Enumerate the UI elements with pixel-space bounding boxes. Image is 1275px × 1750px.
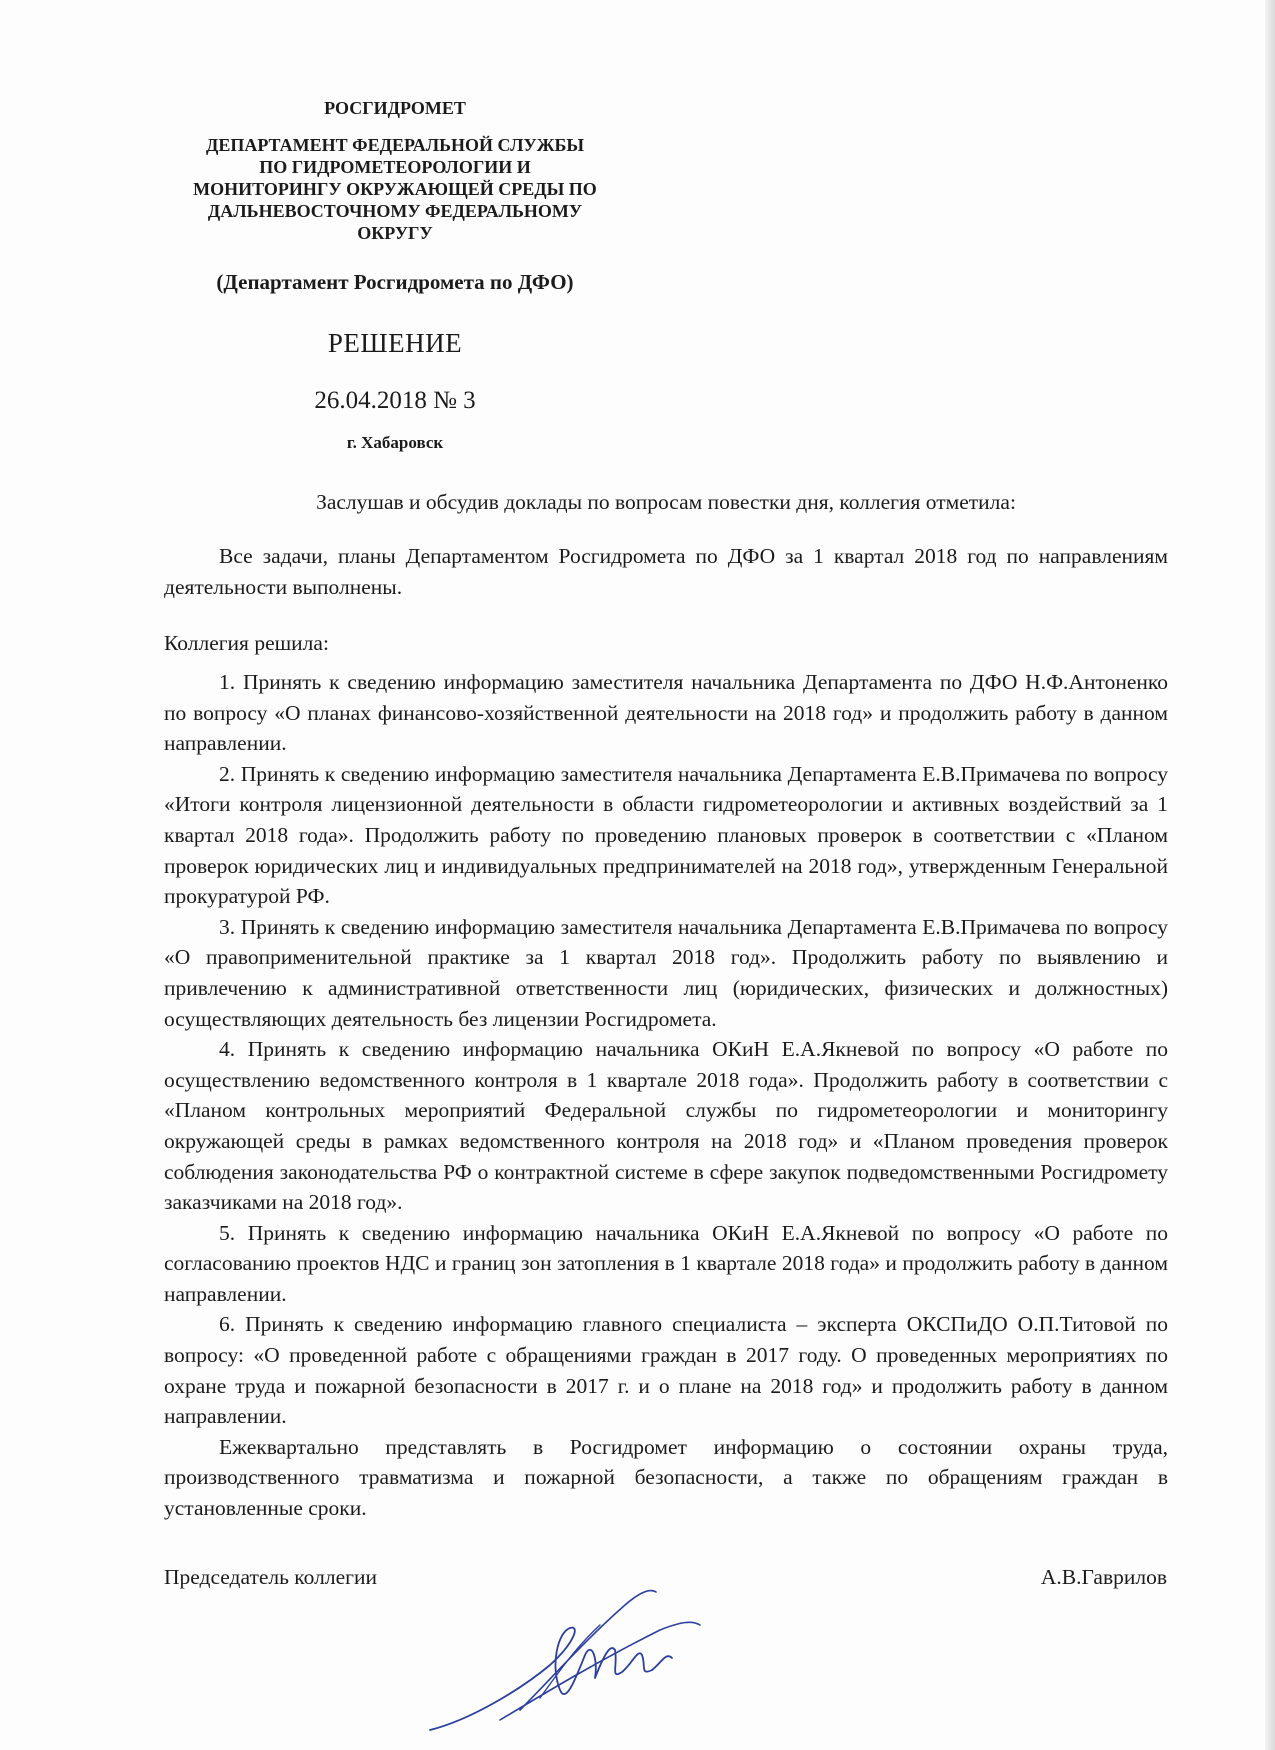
decision-item: 3. Принять к сведению информацию заместителя начальника Департамента Е.В.Примачева по вопросу «О правоприменительной практике за 1 квартал 2018 год». Продолжить работу по выявлению и привлечению к административной ответственности лиц (юридических, физических и должностных) осуществляющих деятельность без лицензии Росгидромета. [164,914,1168,1031]
department-line: ДАЛЬНЕВОСТОЧНОМУ ФЕДЕРАЛЬНОМУ [207,201,583,221]
decision-heading: Коллегия решила: [164,631,329,655]
intro-paragraph: Заслушав и обсудив доклады по вопросам повестки дня, коллегия отметила: [316,490,1016,514]
decision-item: 1. Принять к сведению информацию заместителя начальника Департамента по ДФО Н.Ф.Антоненко по вопросу «О планах финансово-хозяйственной деятельности на 2018 год» и продолжить работу в данном направлении. [164,670,1168,756]
document-title: РЕШЕНИЕ [327,328,463,358]
document-city: г. Хабаровск [346,433,444,452]
decision-item: 6. Принять к сведению информацию главного специалиста – эксперта ОКСПиДО О.П.Титовой по вопросу: «О проведенной работе с обращениями граждан в 2017 году. О проведенных мероприятиях по охране труда и пожарной безопасности в 2017 г. и о плане на 2018 год» и продолжить работу в данном направлении. [164,1312,1168,1429]
decision-item: 5. Принять к сведению информацию начальника ОКиН Е.А.Якневой по вопросу «О работе по согласованию проектов НДС и границ зон затопления в 1 квартале 2018 года» и продолжить работу в данном направлении. [164,1220,1168,1306]
department-line: ОКРУГУ [357,223,433,243]
handwritten-signature [410,1570,760,1740]
decision-items [164,667,1168,1524]
signatory-role: Председатель коллегии [164,1565,377,1589]
signatory-name: А.В.Гаврилов [1040,1565,1167,1589]
decision-item: 4. Принять к сведению информацию начальника ОКиН Е.А.Якневой по вопросу «О работе по осуществлению ведомственного контроля в 1 квартале 2018 года». Продолжить работу в соответствии с «Планом контрольных мероприятий Федеральной службы по гидрометеорологии и мониторингу окружающей среды в рамках ведомственного контроля на 2018 год» и «Планом проведения проверок соблюдения законодательства РФ о контрактной системе в сфере закупок подведомственными Росгидромету заказчиками на 2018 год». [164,1037,1168,1215]
summary-paragraph: Все задачи, планы Департаментом Росгидромета по ДФО за 1 квартал 2018 год по направлениям деятельности выполнены. [164,544,1168,599]
closing-paragraph: Ежеквартально представлять в Росгидромет информацию о состоянии охраны труда, производственного травматизма и пожарной безопасности, а также по обращениям граждан в установленные сроки. [164,1434,1168,1521]
decision-item: 2. Принять к сведению информацию заместителя начальника Департамента Е.В.Примачева по вопросу «Итоги контроля лицензионной деятельности в области гидрометеорологии и активных воздействий за 1 квартал 2018 года». Продолжить работу по проведению плановых проверок в соответствии с «Планом проверок юридических лиц и индивидуальных предпринимателей на 2018 год», утвержденным Генеральной прокуратурой РФ. [164,761,1168,909]
document-date-number: 26.04.2018 № 3 [314,387,476,414]
paper-edge [1265,0,1275,1750]
department-short-name: (Департамент Росгидромета по ДФО) [216,270,574,294]
organization-name: РОСГИДРОМЕТ [324,98,466,118]
department-line: ДЕПАРТАМЕНТ ФЕДЕРАЛЬНОЙ СЛУЖБЫ [205,135,585,155]
department-name [150,134,640,244]
department-line: МОНИТОРИНГУ ОКРУЖАЮЩЕЙ СРЕДЫ ПО [193,179,597,199]
department-line: ПО ГИДРОМЕТЕОРОЛОГИИ И [259,157,531,177]
